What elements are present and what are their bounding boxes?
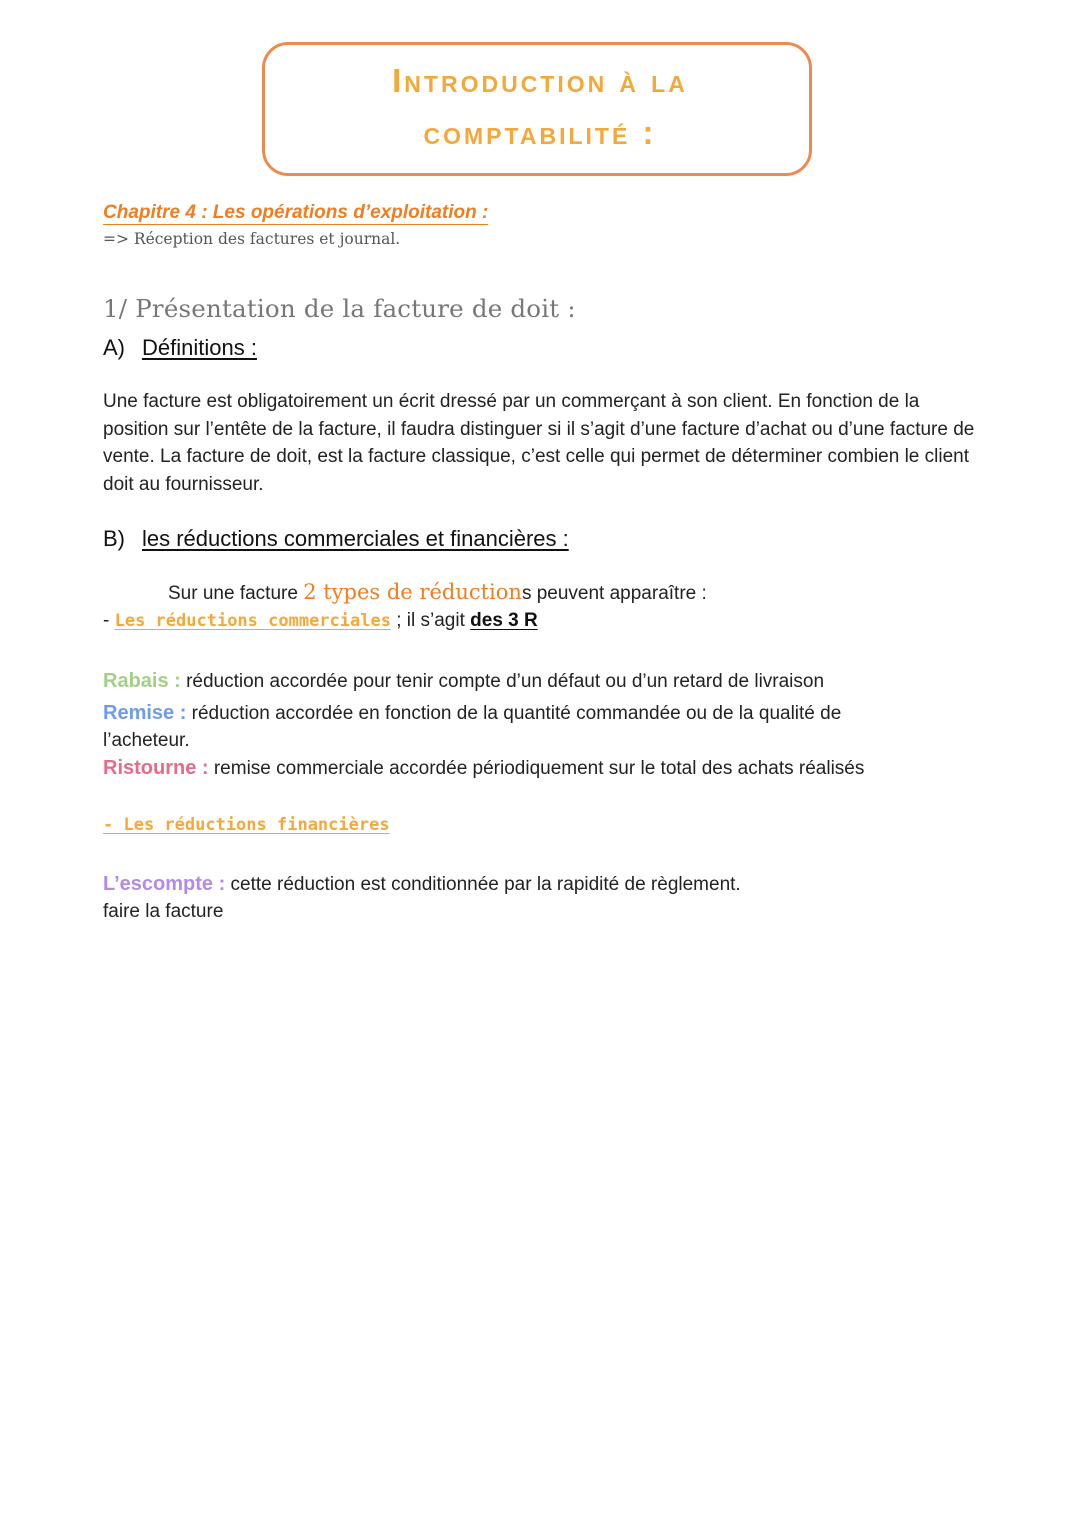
part-b-title: les réductions commerciales et financières :	[142, 526, 569, 551]
chapter-subtitle: => Réception des factures et journal.	[103, 230, 401, 248]
definition-paragraph: Une facture est obligatoirement un écrit dressé par un commerçant à son client. En fonction de la position sur l’entête de la facture, il faudra distinguer si il s’agit d’une facture d’achat ou d’une facture de vente. La facture de doit, est la facture classique, c’est celle qui permet de déterminer combien le client doit au fournisseur.	[103, 391, 975, 495]
remise-definition	[103, 702, 841, 725]
commerciales-title: Les réductions commerciales	[114, 611, 391, 631]
page-title-line-1: Introduction à la	[392, 62, 688, 99]
faire-la-facture-note: faire la facture	[103, 901, 224, 922]
commerciales-line	[103, 610, 538, 632]
escompte-label: L’escompte :	[103, 873, 226, 895]
escompte-text: cette réduction est conditionnée par la rapidité de règlement.	[225, 874, 741, 895]
three-r-label: des 3 R	[470, 610, 538, 631]
section-heading: 1/ Présentation de la facture de doit :	[103, 294, 576, 323]
intro-prefix: Sur une facture	[168, 583, 304, 604]
commerciales-mid: ; il s’agit	[390, 610, 471, 631]
ristourne-text: remise commerciale accordée périodiquement sur le total des achats réalisés	[208, 758, 865, 779]
intro-highlight: 2 types de réduction	[303, 580, 522, 604]
ristourne-definition	[103, 757, 864, 780]
remise-text: réduction accordée en fonction de la quantité commandée ou de la qualité de	[186, 703, 842, 724]
page-title-line-2: comptabilité :	[423, 114, 657, 151]
part-a-title: Définitions :	[142, 335, 257, 360]
remise-definition-continued: l’acheteur.	[103, 730, 190, 751]
ristourne-label: Ristourne :	[103, 757, 209, 779]
rabais-label: Rabais :	[103, 670, 181, 692]
part-b-letter: B)	[103, 526, 125, 551]
rabais-definition	[103, 670, 824, 693]
financieres-title: - Les réductions financières	[103, 815, 390, 835]
chapter-title: Chapitre 4 : Les opérations d’exploitation :	[103, 202, 489, 223]
part-a-letter: A)	[103, 335, 125, 360]
rabais-text: réduction accordée pour tenir compte d’un défaut ou d’un retard de livraison	[180, 671, 825, 692]
escompte-definition	[103, 873, 741, 896]
reductions-intro	[168, 580, 707, 605]
intro-suffix: s peuvent apparaître :	[521, 583, 707, 604]
remise-label: Remise :	[103, 702, 187, 724]
commerciales-dash: -	[103, 610, 115, 631]
